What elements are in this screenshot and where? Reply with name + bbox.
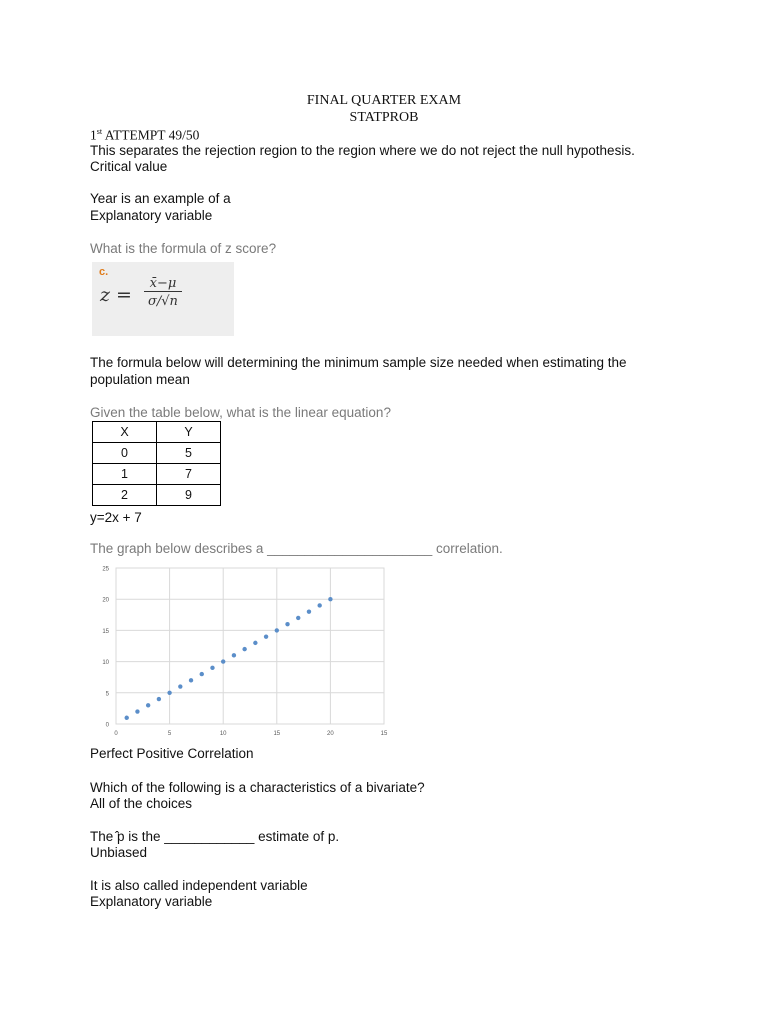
exam-subject: STATPROB xyxy=(349,110,419,125)
table-cell: 2 xyxy=(93,485,157,506)
table-header-x: X xyxy=(93,422,157,443)
formula-option-label: c. xyxy=(99,266,109,278)
attempt-number: 1 xyxy=(90,127,97,143)
exam-title: FINAL QUARTER EXAM xyxy=(306,93,462,108)
table-row xyxy=(93,443,221,464)
answer-1: Critical value xyxy=(90,159,168,174)
y-tick-label: 25 xyxy=(102,566,109,573)
table-header-y: Y xyxy=(157,422,221,443)
x-tick-label: 15 xyxy=(273,731,281,737)
data-point xyxy=(157,697,161,701)
answer-5: y=2x + 7 xyxy=(90,510,142,525)
question-5: Given the table below, what is the linear equation? xyxy=(90,405,391,420)
answer-8: Unbiased xyxy=(90,845,148,860)
table-row xyxy=(93,485,221,506)
attempt-line xyxy=(90,127,199,144)
data-point xyxy=(242,647,246,651)
formula-denominator: σ/√n xyxy=(148,294,178,309)
data-point xyxy=(328,597,332,601)
table-cell: 7 xyxy=(157,464,221,485)
data-point xyxy=(146,703,150,707)
answer-7: All of the choices xyxy=(90,796,193,811)
y-tick-label: 15 xyxy=(102,628,109,635)
attempt-label: ATTEMPT 49/50 xyxy=(104,127,200,143)
formula-lhs: z = xyxy=(100,284,132,306)
x-tick-label: 0 xyxy=(114,731,118,737)
data-point xyxy=(200,672,204,676)
answer-6: Perfect Positive Correlation xyxy=(90,746,254,761)
answer-9: Explanatory variable xyxy=(90,894,213,909)
x-tick-label: 20 xyxy=(327,731,334,737)
question-4-line2: population mean xyxy=(90,372,190,387)
plot-area xyxy=(116,568,384,724)
question-9: It is also called independent variable xyxy=(90,878,308,893)
answer-2: Explanatory variable xyxy=(90,208,213,223)
data-point xyxy=(264,634,268,638)
data-point xyxy=(189,678,193,682)
data-point xyxy=(296,616,300,620)
y-tick-label: 0 xyxy=(105,722,109,729)
data-point xyxy=(125,716,129,720)
question-8: The ̂p is the ____________ estimate of p. xyxy=(90,829,340,844)
data-point xyxy=(275,628,279,632)
formula-fraction xyxy=(144,276,182,309)
z-score-formula-image xyxy=(92,262,234,336)
data-point xyxy=(178,684,182,688)
question-7: Which of the following is a characteristics of a bivariate? xyxy=(90,780,425,795)
data-point xyxy=(307,609,311,613)
data-point xyxy=(253,641,257,645)
attempt-suffix: st xyxy=(96,127,103,136)
table-header-row xyxy=(93,422,221,443)
table-row xyxy=(93,464,221,485)
question-3: What is the formula of z score? xyxy=(90,241,277,256)
x-tick-label: 15 xyxy=(380,731,388,737)
y-tick-label: 10 xyxy=(102,660,109,667)
question-2: Year is an example of a xyxy=(90,191,231,206)
data-point xyxy=(210,666,214,670)
question-1: This separates the rejection region to the region where we do not reject the null hypothesis. xyxy=(90,143,635,158)
data-point xyxy=(221,659,225,663)
data-point xyxy=(232,653,236,657)
data-point xyxy=(167,691,171,695)
question-6: The graph below describes a ______________________ correlation. xyxy=(90,541,503,556)
x-tick-label: 10 xyxy=(219,731,227,737)
data-point xyxy=(135,709,139,713)
scatter-chart xyxy=(92,558,392,738)
table-cell: 9 xyxy=(157,485,221,506)
question-4-line1: The formula below will determining the minimum sample size needed when estimating the xyxy=(90,355,627,370)
table-cell: 0 xyxy=(93,443,157,464)
x-tick-label: 5 xyxy=(167,731,172,737)
y-tick-label: 5 xyxy=(105,691,109,698)
y-tick-label: 20 xyxy=(102,597,109,604)
data-point xyxy=(285,622,289,626)
xy-table xyxy=(92,421,221,506)
formula-numerator: x̄−μ xyxy=(144,276,182,292)
data-point xyxy=(317,603,321,607)
table-cell: 5 xyxy=(157,443,221,464)
table-cell: 1 xyxy=(93,464,157,485)
